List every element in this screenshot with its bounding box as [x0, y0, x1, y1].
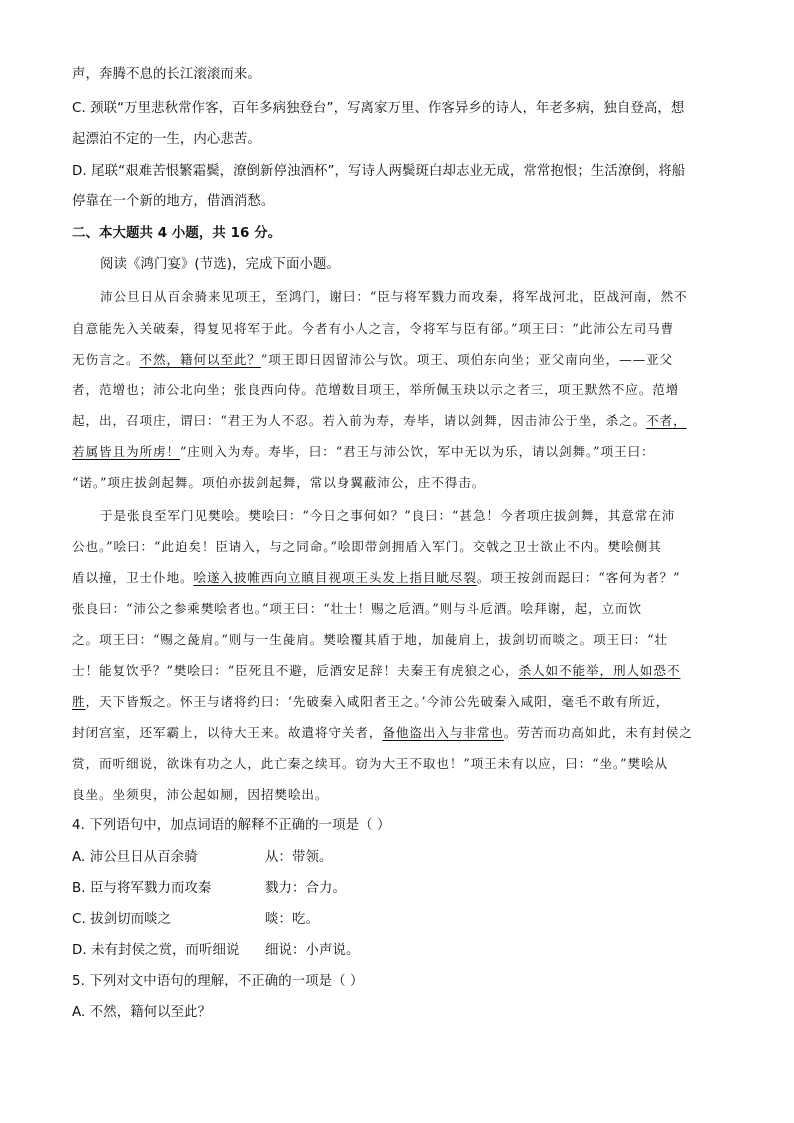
question-5-stem: 5. 下列对文中语句的理解，不正确的一项是（ ） [72, 974, 364, 989]
passage-line: 士！能复饮乎？”樊哙曰：“臣死且不避，卮酒安足辞！夫秦王有虎狼之心，杀人如不能举，刑人如恐不 [72, 663, 681, 678]
q4-option-b-sentence: B. 臣与将军戮力而攻秦 [72, 881, 212, 896]
passage-line: 胜，天下皆叛之。怀王与诸将约曰：‘先破秦入咸阳者王之。’今沛公先破秦入咸阳，毫毛不敢有所近， [72, 694, 670, 709]
passage-line: “诺。”项庄拔剑起舞。项伯亦拔剑起舞，常以身翼蔽沛公，庄不得击。 [72, 475, 486, 490]
option-d-line-1: D. 尾联“艰难苦恨繁霜鬓，潦倒新停浊酒杯”，写诗人两鬓斑白却志业无成，常常抱恨；生活潦倒，将船 [72, 164, 686, 179]
passage-line: 赏，而听细说，欲诛有功之人，此亡秦之续耳。窃为大王不取也！”项王未有以应，曰：“坐。”樊哙从 [72, 756, 668, 771]
prev-question-line: 声，奔腾不息的长江滚滚而来。 [72, 67, 261, 82]
passage-line: 于是张良至军门见樊哙。樊哙曰：“今日之事何如？”良曰：“甚急！今者项庄拔剑舞，其意常在沛 [100, 508, 676, 523]
underlined-sentence: 备他盗出入与非常也 [382, 725, 504, 740]
option-c-line-1: C. 颈联“万里悲秋常作客，百年多病独登台”，写离家万里、作客异乡的诗人，年老多病，独自登高，想 [72, 101, 685, 116]
question-4-stem: 4. 下列语句中，加点词语的解释不正确的一项是（ ） [72, 818, 391, 833]
q4-option-a-gloss: 从：带领。 [265, 850, 333, 865]
underlined-sentence: 哙遂入披帷西向立瞋目视项王头发上指目眦尽裂 [193, 570, 477, 585]
passage-line: 无伤言之。不然，籍何以至此？”项王即日因留沛公与饮。项王、项伯东向坐；亚父南向坐，——亚父 [72, 352, 674, 367]
passage-line: 自意能先入关破秦，得复见将军于此。今者有小人之言，令将军与臣有郤。”项王曰：“此沛公左司马曹 [72, 321, 675, 336]
passage-line: 者，范增也；沛公北向坐；张良西向侍。范增数目项王，举所佩玉玦以示之者三，项王默然不应。范增 [72, 382, 680, 397]
reading-instruction: 阅读《鸿门宴》(节选)，完成下面小题。 [100, 257, 340, 272]
passage-line: 盾以撞，卫士仆地。哙遂入披帷西向立瞋目视项王头发上指目眦尽裂。项王按剑而跽曰：“客何为者？” [72, 570, 681, 585]
passage-line: 公也。”哙曰：“此迫矣！臣请入，与之同命。”哙即带剑拥盾入军门。交戟之卫士欲止不内。樊哙侧其 [72, 539, 662, 554]
passage-line: 之。项王曰：“赐之彘肩。”则与一生彘肩。樊哙覆其盾于地，加彘肩上，拔剑切而啖之。项王曰：“壮 [72, 632, 668, 647]
passage-line: 张良曰：“沛公之参乘樊哙者也。”项王曰：“壮士！赐之卮酒。”则与斗卮酒。哙拜谢，起，立而饮 [72, 601, 642, 616]
passage-line: 若属皆且为所虏！”庄则入为寿。寿毕，曰：“君王与沛公饮，军中无以为乐，请以剑舞。”项王曰： [72, 444, 655, 459]
q5-option-a: A. 不然，籍何以至此？ [72, 1005, 212, 1020]
passage-line: 封闭宫室，还军霸上，以待大王来。故遣将守关者，备他盗出入与非常也。劳苦而功高如此，未有封侯之 [72, 725, 693, 740]
underlined-sentence: 杀人如不能举，刑人如恐不 [518, 663, 681, 678]
option-d-line-2: 停靠在一个新的地方，借酒消愁。 [72, 194, 275, 209]
underlined-sentence: 胜 [72, 694, 86, 709]
option-c-line-2: 起漂泊不定的一生，内心悲苦。 [72, 132, 261, 147]
q4-option-c-sentence: C. 拔剑切而啖之 [72, 912, 172, 927]
passage-line: 良坐。坐须臾，沛公起如厕，因招樊哙出。 [72, 787, 329, 802]
underlined-sentence: 不者， [646, 413, 687, 428]
q4-option-d-sentence: D. 未有封侯之赏，而听细说 [72, 943, 240, 958]
q4-option-a-sentence: A. 沛公旦日从百余骑 [72, 850, 198, 865]
underlined-sentence: 若属皆且为所虏！ [72, 444, 180, 459]
q4-option-c-gloss: 啖：吃。 [265, 912, 319, 927]
q4-option-d-gloss: 细说：小声说。 [265, 943, 360, 958]
passage-line: 沛公旦日从百余骑来见项王，至鸿门，谢曰：“臣与将军戮力而攻秦，将军战河北，臣战河南，然不 [100, 289, 688, 304]
q4-option-b-gloss: 戮力：合力。 [265, 881, 346, 896]
underlined-sentence: 不然，籍何以至此？ [139, 352, 261, 367]
passage-line: 起，出，召项庄，谓曰：“君王为人不忍。若入前为寿，寿毕，请以剑舞，因击沛公于坐，杀之。不者， [72, 413, 687, 428]
section-heading: 二、本大题共 4 小题，共 16 分。 [72, 226, 282, 241]
